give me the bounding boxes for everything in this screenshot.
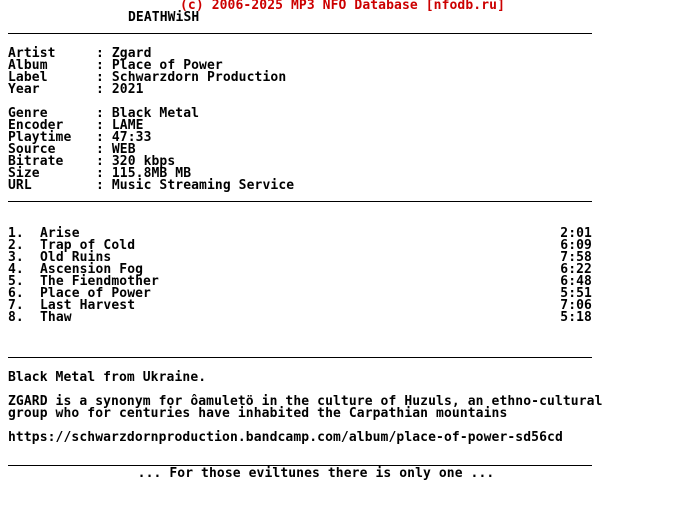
track-row — [8, 312, 592, 324]
track-title: Place of Power — [40, 286, 151, 301]
divider — [8, 465, 592, 466]
field-value: Place of Power — [111, 58, 223, 73]
notes-line: ZGARD is a synonym for ôamuletö in the culture of Huzuls, an ethno-cultural — [8, 394, 603, 409]
field-value: Black Metal — [111, 106, 200, 121]
field-key: Album — [8, 58, 48, 73]
divider — [8, 33, 592, 34]
field-sep: : — [96, 106, 112, 121]
track-number: 3. — [8, 250, 24, 265]
track-duration: 7:06 — [560, 298, 592, 313]
tracklist — [8, 228, 688, 324]
track-number: 7. — [8, 298, 24, 313]
field-key: Artist — [8, 46, 56, 61]
field-sep: : — [96, 58, 112, 73]
field-sep: : — [96, 142, 112, 157]
track-title: Last Harvest — [40, 298, 136, 313]
nfo-document — [8, 0, 688, 480]
field-key: Playtime — [8, 130, 72, 145]
group-name: DEATHWiSH — [128, 10, 200, 25]
field-sep: : — [96, 70, 112, 85]
field-sep: : — [96, 130, 112, 145]
field-value: WEB — [111, 142, 136, 157]
field-key: Label — [8, 70, 48, 85]
notes-line: group who for centuries have inhabited the Carpathian mountains — [8, 406, 508, 421]
field-value: 2021 — [111, 82, 144, 97]
track-duration: 6:22 — [560, 262, 592, 277]
field-value: 47:33 — [111, 130, 152, 145]
track-duration: 6:09 — [560, 238, 592, 253]
track-title: Arise — [40, 226, 80, 241]
track-number: 4. — [8, 262, 24, 277]
track-number: 8. — [8, 310, 24, 325]
tech-url — [8, 180, 688, 192]
field-sep: : — [96, 154, 112, 169]
field-sep: : — [96, 82, 112, 97]
divider — [8, 201, 592, 202]
track-title: Old Ruins — [40, 250, 112, 265]
notes-url: https://schwarzdornproduction.bandcamp.com/album/place-of-power-sd56cd — [8, 430, 563, 445]
track-number: 2. — [8, 238, 24, 253]
field-sep: : — [96, 166, 112, 181]
track-number: 1. — [8, 226, 24, 241]
track-number: 6. — [8, 286, 24, 301]
field-key: Genre — [8, 106, 48, 121]
field-value: Music Streaming Service — [111, 178, 295, 193]
field-key: URL — [8, 178, 32, 193]
info-year — [8, 84, 688, 96]
track-duration: 5:51 — [560, 286, 592, 301]
track-number: 5. — [8, 274, 24, 289]
copyright-text: (c) 2006-2025 MP3 NFO Database [nfodb.ru] — [180, 0, 505, 13]
tech-block — [8, 108, 688, 192]
notes-block — [8, 372, 688, 444]
field-key: Source — [8, 142, 56, 157]
header-copyright — [8, 0, 688, 12]
field-sep: : — [96, 118, 112, 133]
track-title: The Fiendmother — [40, 274, 159, 289]
field-key: Encoder — [8, 118, 64, 133]
field-key: Bitrate — [8, 154, 64, 169]
field-value: Schwarzdorn Production — [111, 70, 287, 85]
field-value: 115.8MB MB — [111, 166, 192, 181]
track-title: Trap of Cold — [40, 238, 136, 253]
divider — [8, 357, 592, 358]
track-title: Thaw — [40, 310, 72, 325]
footer-tagline: ... For those eviltunes there is only one ... — [137, 466, 495, 481]
field-value: 320 kbps — [111, 154, 176, 169]
field-sep: : — [96, 46, 112, 61]
track-row — [8, 300, 592, 312]
header-group — [8, 12, 688, 24]
field-sep: : — [96, 178, 112, 193]
field-value: Zgard — [111, 46, 152, 61]
notes-line: Black Metal from Ukraine. — [8, 370, 207, 385]
track-duration: 6:48 — [560, 274, 592, 289]
track-duration: 7:58 — [560, 250, 592, 265]
track-title: Ascension Fog — [40, 262, 144, 277]
field-key: Year — [8, 82, 40, 97]
field-key: Size — [8, 166, 40, 181]
field-value: LAME — [111, 118, 144, 133]
track-duration: 5:18 — [560, 310, 592, 325]
track-duration: 2:01 — [560, 226, 592, 241]
info-block — [8, 48, 688, 96]
